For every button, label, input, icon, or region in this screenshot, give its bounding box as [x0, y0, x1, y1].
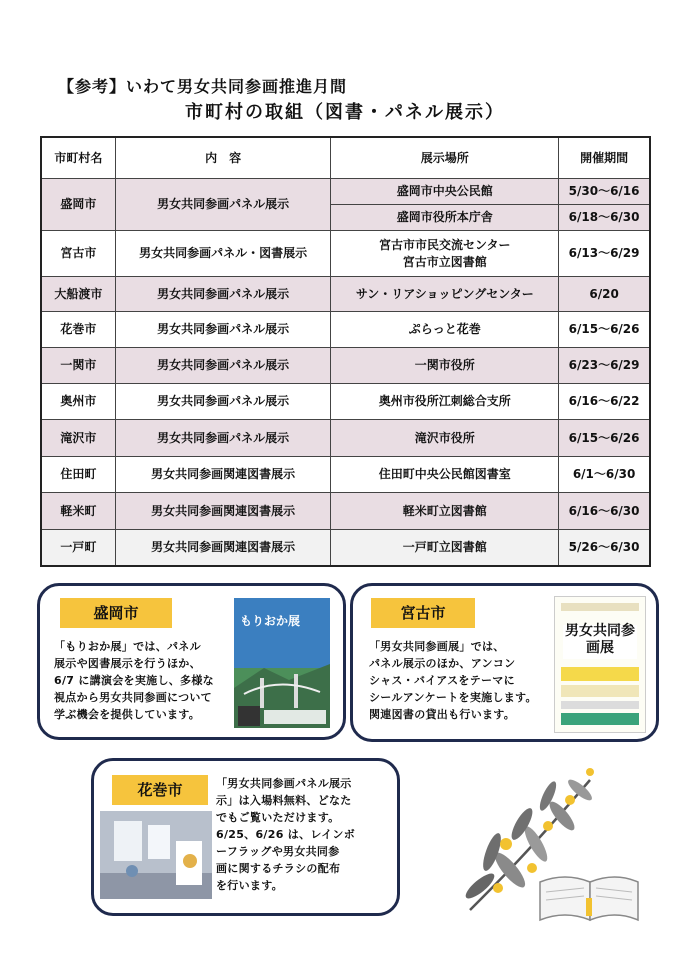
text-line: でもご覧いただけます。 — [216, 811, 340, 824]
col-header-period: 開催期間 — [559, 137, 650, 179]
cell-place: 一関市役所 — [331, 348, 559, 384]
cell-period: 6/16〜6/30 — [559, 493, 650, 530]
cell-place: サン・リアショッピングセンター — [331, 277, 559, 312]
place-line: 宮古市立図書館 — [402, 254, 487, 269]
hanamaki-tag: 花巻市 — [112, 775, 208, 805]
text-line: 画に関するチラシの配布 — [216, 862, 341, 875]
text-line: 6/7 に講演会を実施し、多様な — [54, 674, 214, 687]
cell-place: 滝沢市役所 — [331, 420, 559, 457]
cell-content: 男女共同参画関連図書展示 — [115, 530, 331, 566]
text-line: ーフラッグや男女共同参 — [216, 845, 340, 858]
text-line: パネル展示のほか、アンコン — [369, 657, 516, 670]
cell-period: 6/15〜6/26 — [559, 420, 650, 457]
cell-content: 男女共同参画関連図書展示 — [115, 493, 331, 530]
poster-title: 男女共同参画展 — [565, 623, 635, 656]
col-header-place: 展示場所 — [331, 137, 559, 179]
place-line: 宮古市市民交流センター — [379, 237, 511, 252]
miyako-card — [350, 583, 659, 742]
cell-city: 住田町 — [41, 457, 115, 493]
cell-content: 男女共同参画パネル展示 — [115, 420, 331, 457]
photo-art — [100, 811, 212, 899]
cell-period: 6/23〜6/29 — [559, 348, 650, 384]
text-line: シールアンケートを実施します。 — [369, 691, 537, 704]
cell-content: 男女共同参画パネル展示 — [115, 348, 331, 384]
text-line: 展示や図書展示を行うほか、 — [54, 657, 201, 670]
table-row — [41, 312, 650, 348]
text-line: 関連図書の貸出も行います。 — [369, 708, 516, 721]
cell-place: 盛岡市中央公民館 — [331, 179, 559, 205]
cell-city: 奥州市 — [41, 384, 115, 420]
text-line: 「もりおか展」では、パネル — [54, 640, 201, 653]
text-line: を行います。 — [216, 879, 283, 892]
text-line: 示」は入場料無料、どなた — [216, 794, 352, 807]
cell-period: 5/26〜6/30 — [559, 530, 650, 566]
hanamaki-photo — [100, 811, 212, 899]
cell-place — [331, 231, 559, 277]
cell-period: 5/30〜6/16 — [559, 179, 650, 205]
cell-city: 一関市 — [41, 348, 115, 384]
cell-content: 男女共同参画パネル展示 — [115, 312, 331, 348]
events-table — [40, 136, 651, 567]
table-row — [41, 277, 650, 312]
cell-place: 住田町中央公民館図書室 — [331, 457, 559, 493]
poster-title: もりおか展 — [240, 614, 301, 628]
book-icon — [540, 877, 638, 920]
cell-place: 盛岡市役所本庁舎 — [331, 205, 559, 231]
col-header-city: 市町村名 — [41, 137, 115, 179]
table-row — [41, 231, 650, 277]
hanamaki-description — [216, 775, 394, 894]
cell-place: 奥州市役所江刺総合支所 — [331, 384, 559, 420]
morioka-card — [37, 583, 346, 740]
cell-period: 6/16〜6/22 — [559, 384, 650, 420]
cell-city: 滝沢市 — [41, 420, 115, 457]
text-line: 学ぶ機会を提供しています。 — [54, 708, 201, 721]
miyako-poster — [554, 596, 646, 733]
cell-place: 一戸町立図書館 — [331, 530, 559, 566]
morioka-poster — [234, 598, 330, 728]
cell-city: 一戸町 — [41, 530, 115, 566]
morioka-description — [54, 638, 250, 723]
text-line: 6/25、6/26 は、レインボ — [216, 828, 356, 841]
table-row — [41, 493, 650, 530]
cell-city: 大船渡市 — [41, 277, 115, 312]
text-line: 「男女共同参画パネル展示 — [216, 777, 352, 790]
cell-city: 宮古市 — [41, 231, 115, 277]
table-row — [41, 348, 650, 384]
cell-city: 軽米町 — [41, 493, 115, 530]
table-header-row — [41, 137, 650, 179]
cell-content: 男女共同参画パネル展示 — [115, 179, 331, 231]
cell-city: 花巻市 — [41, 312, 115, 348]
cell-place: 軽米町立図書館 — [331, 493, 559, 530]
table-row — [41, 530, 650, 566]
table-row — [41, 179, 650, 205]
text-line: 視点から男女共同参画について — [54, 691, 212, 704]
text-line: シャス・バイアスをテーマに — [369, 674, 515, 687]
miyako-description — [369, 638, 555, 723]
doc-subtitle: 【参考】いわて男女共同参画推進月間 — [58, 77, 348, 96]
cell-period: 6/1〜6/30 — [559, 457, 650, 493]
cell-content: 男女共同参画パネル・図書展示 — [115, 231, 331, 277]
cell-period: 6/13〜6/29 — [559, 231, 650, 277]
hanamaki-card — [91, 758, 400, 916]
cell-period: 6/18〜6/30 — [559, 205, 650, 231]
table-row — [41, 384, 650, 420]
cell-place: ぷらっと花巻 — [331, 312, 559, 348]
morioka-tag: 盛岡市 — [60, 598, 172, 628]
cell-period: 6/20 — [559, 277, 650, 312]
miyako-tag: 宮古市 — [371, 598, 475, 628]
cell-city: 盛岡市 — [41, 179, 115, 231]
poster-art — [555, 597, 645, 732]
cell-content: 男女共同参画パネル展示 — [115, 384, 331, 420]
col-header-content: 内 容 — [115, 137, 331, 179]
olive-branch-book-illustration — [440, 760, 640, 930]
text-line: 「男女共同参画展」では、 — [369, 640, 505, 653]
table-row — [41, 457, 650, 493]
cell-period: 6/15〜6/26 — [559, 312, 650, 348]
table-row — [41, 420, 650, 457]
cell-content: 男女共同参画関連図書展示 — [115, 457, 331, 493]
cell-content: 男女共同参画パネル展示 — [115, 277, 331, 312]
doc-title: 市町村の取組（図書・パネル展示） — [185, 102, 505, 123]
